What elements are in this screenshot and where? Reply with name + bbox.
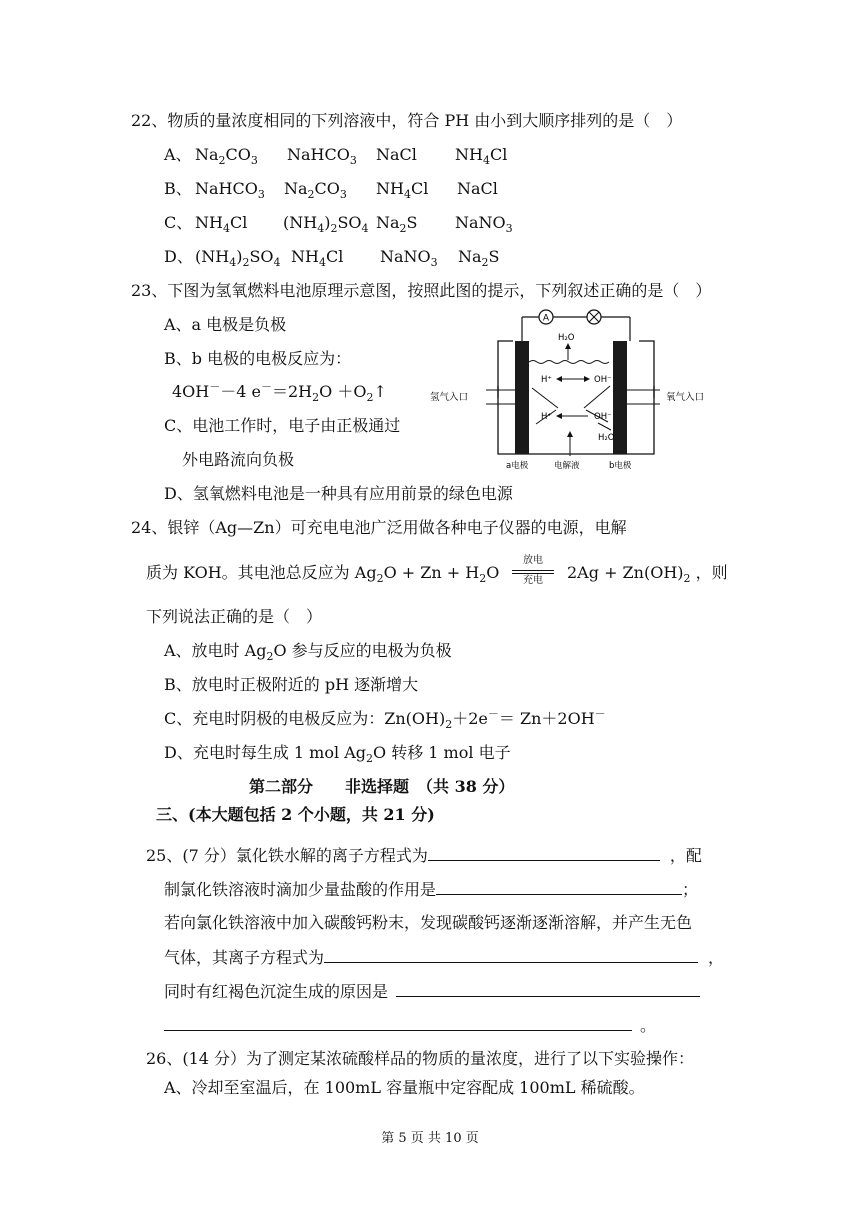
q23-option-c-line1: C、电池工作时，电子由正极通过 — [164, 416, 401, 435]
reversible-arrow — [508, 554, 558, 588]
part2-title: 第二部分 非选择题 （共 38 分） — [249, 777, 515, 796]
q25-line4: 气体，其离子方程式为 ， — [164, 948, 725, 967]
water-bottom-label: H₂O — [598, 433, 615, 443]
forward-arrow-line — [512, 570, 554, 571]
q24-option-d: D、充电时每生成 1 mol $Ag_2O$ 转移 1 mol 电子 — [164, 743, 511, 766]
q22-a-item-3: NaCl — [376, 145, 417, 164]
q22-d-item-3: NaNO$_3$ — [380, 247, 438, 270]
a-electrode-label: a电极 — [506, 461, 529, 471]
q22-b-item-1: NaHCO$_3$ — [195, 179, 265, 202]
q23-option-b-equation: 4OH－－4 $e^-=2H_2O$ $+O_2↑$ — [172, 380, 387, 405]
answer-blank-3[interactable] — [324, 946, 698, 963]
q23-option-a: A、a 电极是负极 — [164, 315, 287, 334]
oh-top-label: OH⁻ — [594, 375, 612, 385]
oh-bottom-label: OH⁻ — [594, 412, 612, 422]
q26-line1: 26、(14 分）为了测定某浓硫酸样品的物质的量浓度，进行了以下实验操作： — [146, 1049, 695, 1068]
q22-d-item-2: $NH_4Cl$ — [291, 247, 344, 270]
q23-option-b: B、b 电极的电极反应为： — [164, 349, 352, 368]
q25-line6: 。 — [164, 1014, 656, 1037]
q23-option-c-line2: 外电路流向负极 — [182, 450, 295, 469]
q24-stem-line2-rhs: $2Ag + Zn(OH)_2$ ，则 — [567, 563, 728, 586]
q25-line1: 25、(7 分）氯化铁水解的离子方程式为 ，配 — [146, 846, 702, 865]
b-electrode-label: b电极 — [609, 461, 632, 471]
answer-blank-1[interactable] — [428, 844, 660, 861]
q23-stem: 23、下图为氢氧燃料电池原理示意图，按照此图的提示，下列叙述正确的是（ ） — [131, 281, 712, 300]
q23-option-d: D、氢氧燃料电池是一种具有应用前景的绿色电源 — [164, 484, 513, 503]
q25-line2: 制氯化铁溶液时滴加少量盐酸的作用是 ； — [164, 880, 699, 899]
electrolyte-surface — [529, 361, 609, 364]
h-plus-bottom-label: H⁺ — [541, 412, 552, 422]
q24-stem-line3: 下列说法正确的是（ ） — [146, 607, 323, 626]
page-footer: 第 5 页 共 10 页 — [381, 1131, 479, 1146]
answer-blank-4[interactable] — [396, 980, 700, 997]
b-electrode — [613, 341, 627, 454]
answer-blank-5[interactable] — [164, 1014, 632, 1031]
q22-c-item-3: $Na_2S$ — [376, 213, 418, 236]
answer-blank-2[interactable] — [436, 878, 682, 895]
q22-option-a: A、 $Na_2CO_3$ NaHCO$_3$ NaCl $NH_4Cl$ — [164, 145, 508, 168]
q22-stem: 22、物质的量浓度相同的下列溶液中，符合 PH 由小到大顺序排列的是（ ） — [131, 111, 683, 130]
q22-b-item-4: NaCl — [457, 179, 498, 198]
q24-option-b: B、放电时正极附近的 pH 逐渐增大 — [164, 675, 419, 694]
q22-c-item-2: $(NH_4)_2SO_4$ — [283, 213, 369, 236]
water-top-label: H₂O — [558, 333, 575, 343]
q22-d-item-1: $(NH_4)_2SO_4$ — [195, 247, 281, 270]
h-plus-top-label: H⁺ — [541, 375, 552, 385]
q22-a-item-2: NaHCO$_3$ — [287, 145, 357, 168]
q26-line2: A、冷却至室温后，在 100mL 容量瓶中定容配成 100mL 稀硫酸。 — [164, 1078, 645, 1097]
q22-d-item-4: $Na_2S$ — [458, 247, 500, 270]
o2-inlet-label: 氧气入口 — [666, 392, 705, 403]
q24-stem-line1: 24、银锌（Ag—Zn）可充电电池广泛用做各种电子仪器的电源，电解 — [131, 518, 627, 537]
arrow-label-discharge: 放电 — [523, 555, 543, 566]
electrolyte-label: 电解液 — [554, 461, 580, 471]
arrow-label-charge: 充电 — [523, 575, 543, 586]
section3-title: 三、(本大题包括 2 个小题，共 21 分) — [156, 805, 435, 824]
q25-line3: 若向氯化铁溶液中加入碳酸钙粉末，发现碳酸钙逐渐逐渐溶解，并产生无色 — [164, 913, 693, 932]
q22-a-item-4: $NH_4Cl$ — [455, 145, 508, 168]
h2-inlet-label: 氢气入口 — [430, 392, 469, 403]
fuel-cell-diagram — [428, 306, 728, 474]
q22-a-item-1: $Na_2CO_3$ — [195, 145, 258, 168]
q24-option-c: C、充电时阴极的电极反应为：$Zn(OH)_2+2e^-= Zn+2OH^-$ — [164, 707, 606, 732]
q22-option-c: C、 $NH_4Cl$ $(NH_4)_2SO_4$ $Na_2S$ NaNO$_3$ — [164, 213, 513, 236]
ammeter-label: A — [542, 313, 550, 324]
q24-option-a: A、放电时 $Ag_2O$ 参与反应的电极为负极 — [164, 641, 452, 664]
q24-stem-line2: 质为 KOH。其电池总反应为 $Ag_2O + Zn + H_2O$ — [146, 563, 500, 586]
q22-c-item-1: $NH_4Cl$ — [195, 213, 248, 236]
q25-line5: 同时有红褐色沉淀生成的原因是 — [164, 980, 700, 1003]
q22-option-b: B、 NaHCO$_3$ $Na_2CO_3$ $NH_4Cl$ NaCl — [164, 179, 498, 202]
a-electrode — [515, 341, 529, 454]
q22-c-item-4: NaNO$_3$ — [455, 213, 513, 236]
q22-option-d: D、 $(NH_4)_2SO_4$ $NH_4Cl$ NaNO$_3$ $Na_2S$ — [164, 247, 500, 270]
q22-b-item-2: $Na_2CO_3$ — [284, 179, 347, 202]
q22-b-item-3: $NH_4Cl$ — [376, 179, 429, 202]
